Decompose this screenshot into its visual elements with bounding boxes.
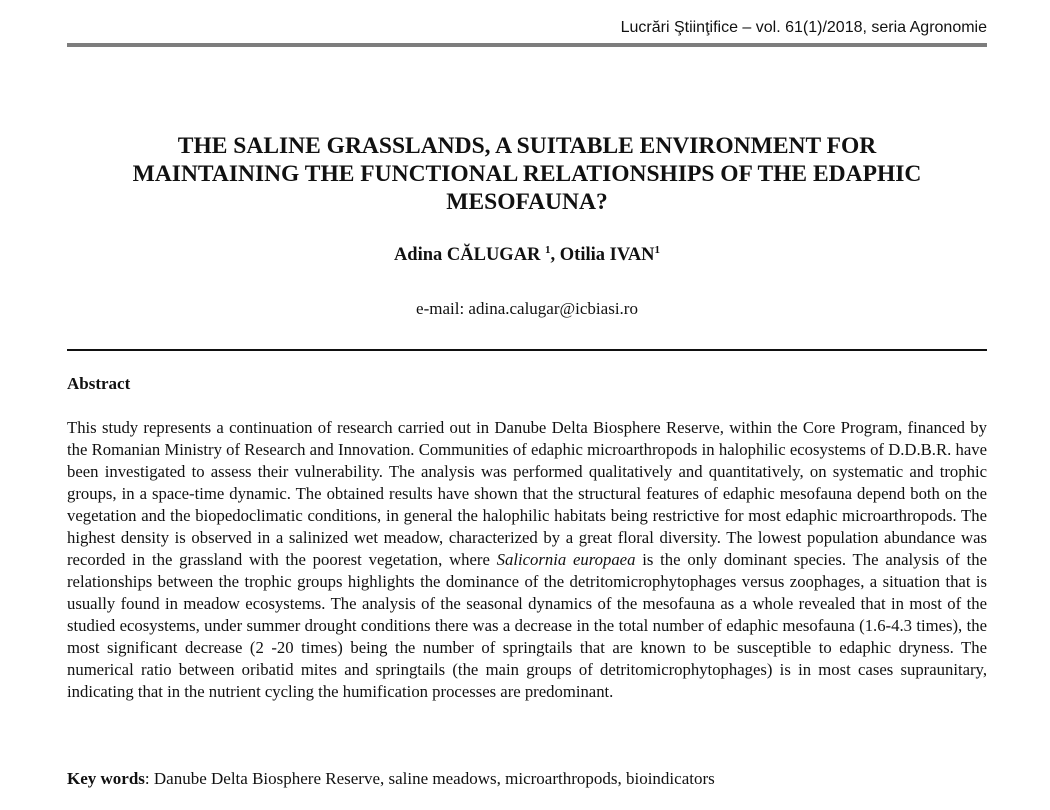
abstract-text-part: This study represents a continuation of research carried out in Danube Delta Biosphere Reserve, within the Core Program, financed by the Romanian Ministry of Research and Innovation. Communities of edaphic microarthropods in halophilic ecosystems of D.D.B.R. have been investigated to assess their vulnerability. The analysis was performed qualitatively and quantitatively, on systematic and trophic groups, in a space-time dynamic. The obtained results have shown that the structural features of edaphic mesofauna depend both on the vegetation and the biopedoclimatic conditions, in general the halophilic habitats being restrictive for most edaphic microarthropods. The highest density is observed in a salinized wet meadow, characterized by a great floral diversity. The lowest population abundance was recorded in the grassland with the poorest vegetation, where bbox=[67, 418, 987, 569]
paper-title bbox=[67, 132, 987, 216]
title-line-2: MAINTAINING THE FUNCTIONAL RELATIONSHIPS OF THE EDAPHIC bbox=[132, 161, 922, 187]
keywords bbox=[67, 769, 987, 789]
affiliation-mark: 1 bbox=[654, 244, 661, 256]
author-name: Otilia IVAN bbox=[559, 245, 655, 265]
contact-email: e-mail: adina.calugar@icbiasi.ro bbox=[416, 299, 638, 318]
title-line-3: MESOFAUNA? bbox=[446, 189, 608, 215]
keywords-list: : Danube Delta Biosphere Reserve, saline meadows, microarthropods, bioindicators bbox=[144, 769, 715, 788]
abstract-text bbox=[67, 417, 987, 739]
abstract-text-part: is the only dominant species. The analysis of the relationships between the trophic groups highlights the dominance of the detritomicrophytophages versus zoophages, a situation that is usually found in meadow ecosystems. The analysis of the seasonal dynamics of the mesofauna as a whole revealed that in most of the studied ecosystems, under summer drought conditions there was a decrease in the total number of edaphic mesofauna (1.6-4.3 times), the most significant decrease (2 -20 times) being the number of springtails that are known to be susceptible to edaphic dryness. The numerical ratio between oribatid mites and springtails (the main groups of detritomicrophytophages) is in most cases supraunitary, indicating that in the nutrient cycling the humification processes are predominant. bbox=[67, 550, 987, 701]
author-separator: , bbox=[550, 245, 560, 265]
species-name: Salicornia europaea bbox=[496, 550, 636, 569]
abstract-heading: Abstract bbox=[67, 374, 131, 393]
author-list bbox=[67, 245, 987, 266]
running-head: Lucrări Ştiinţifice – vol. 61(1)/2018, seria Agronomie bbox=[620, 19, 987, 36]
title-line-1: THE SALINE GRASSLANDS, A SUITABLE ENVIRONMENT FOR bbox=[177, 133, 877, 159]
keywords-label: Key words bbox=[67, 769, 145, 788]
section-divider bbox=[67, 349, 987, 351]
author-name: Adina CĂLUGAR bbox=[393, 245, 541, 265]
affiliation-mark: 1 bbox=[545, 244, 551, 256]
header-rule bbox=[67, 43, 987, 47]
